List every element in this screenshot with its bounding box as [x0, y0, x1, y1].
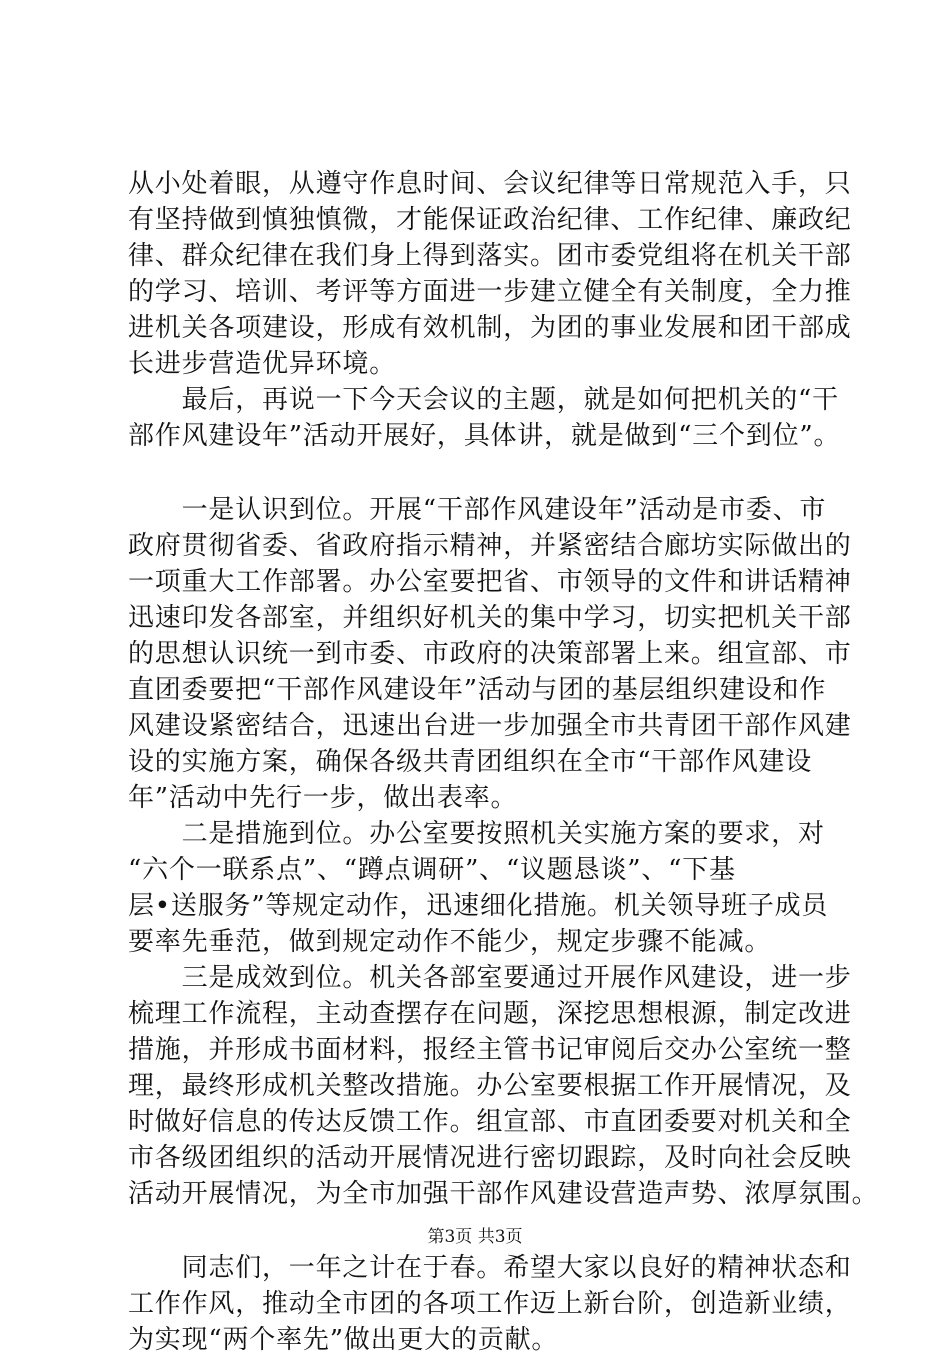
- text-line: 直团委要把“干部作风建设年”活动与团的基层组织建设和作: [128, 675, 827, 705]
- text-line: 梳理工作流程，主动查摆存在问题，深挖思想根源，制定改进: [128, 999, 852, 1029]
- paragraph-meeting-theme: [128, 382, 863, 454]
- paragraph-results: [128, 960, 879, 1212]
- text-line: 最后，再说一下今天会议的主题，就是如何把机关的“干: [128, 385, 839, 415]
- text-line: 时做好信息的传达反馈工作。组宣部、市直团委要对机关和全: [128, 1107, 852, 1137]
- text-line: 三是成效到位。机关各部室要通过开展作风建设，进一步: [128, 963, 852, 993]
- text-line: 理，最终形成机关整改措施。办公室要根据工作开展情况，及: [128, 1071, 852, 1101]
- text-line: 长进步营造优异环境。: [128, 349, 397, 379]
- text-line: 市各级团组织的活动开展情况进行密切跟踪，及时向社会反映: [128, 1143, 852, 1173]
- text-line: 政府贯彻省委、省政府指示精神，并紧密结合廊坊实际做出的: [128, 531, 852, 561]
- text-line: 要率先垂范，做到规定动作不能少，规定步骤不能减。: [128, 927, 772, 957]
- page-number-footer: 第3页 共3页: [427, 1227, 523, 1247]
- text-line: 为实现“两个率先”做出更大的贡献。: [128, 1325, 559, 1355]
- text-line: 同志们，一年之计在于春。希望大家以良好的精神状态和: [128, 1253, 852, 1283]
- text-line: 一是认识到位。开展“干部作风建设年”活动是市委、市: [128, 495, 827, 525]
- text-line: 工作作风，推动全市团的各项工作迈上新台阶，创造新业绩，: [128, 1289, 852, 1319]
- paragraph-discipline: [128, 166, 863, 382]
- text-line: 的思想认识统一到市委、市政府的决策部署上来。组宣部、市: [128, 639, 852, 669]
- text-line: 从小处着眼，从遵守作息时间、会议纪律等日常规范入手，只: [128, 169, 852, 199]
- paragraph-closing: [128, 1250, 863, 1358]
- text-line: 措施，并形成书面材料，报经主管书记审阅后交办公室统一整: [128, 1035, 852, 1065]
- text-line: 活动开展情况，为全市加强干部作风建设营造声势、浓厚氛围。: [128, 1179, 879, 1209]
- text-line: 迅速印发各部室，并组织好机关的集中学习，切实把机关干部: [128, 603, 852, 633]
- paragraph-spacer: [128, 454, 863, 492]
- text-line: 进机关各项建设，形成有效机制，为团的事业发展和团干部成: [128, 313, 852, 343]
- text-line: 风建设紧密结合，迅速出台进一步加强全市共青团干部作风建: [128, 711, 852, 741]
- text-line: 有坚持做到慎独慎微，才能保证政治纪律、工作纪律、廉政纪: [128, 205, 852, 235]
- paragraph-awareness: [128, 492, 863, 816]
- text-line: 二是措施到位。办公室要按照机关实施方案的要求，对: [128, 819, 825, 849]
- text-line: 部作风建设年”活动开展好，具体讲，就是做到“三个到位”。: [128, 421, 841, 451]
- text-line: 一项重大工作部署。办公室要把省、市领导的文件和讲话精神: [128, 567, 852, 597]
- document-body: [128, 166, 879, 1358]
- text-line: 年”活动中先行一步，做出表率。: [128, 783, 518, 813]
- text-line: 设的实施方案，确保各级共青团组织在全市“干部作风建设: [128, 747, 813, 777]
- text-line: “六个一联系点”、“蹲点调研”、“议题恳谈”、“下基: [128, 855, 736, 885]
- text-line: 律、群众纪律在我们身上得到落实。团市委党组将在机关干部: [128, 241, 852, 271]
- text-line: 的学习、培训、考评等方面进一步建立健全有关制度，全力推: [128, 277, 852, 307]
- paragraph-measures: [128, 816, 863, 960]
- text-line: 层•送服务”等规定动作，迅速细化措施。机关领导班子成员: [128, 891, 829, 921]
